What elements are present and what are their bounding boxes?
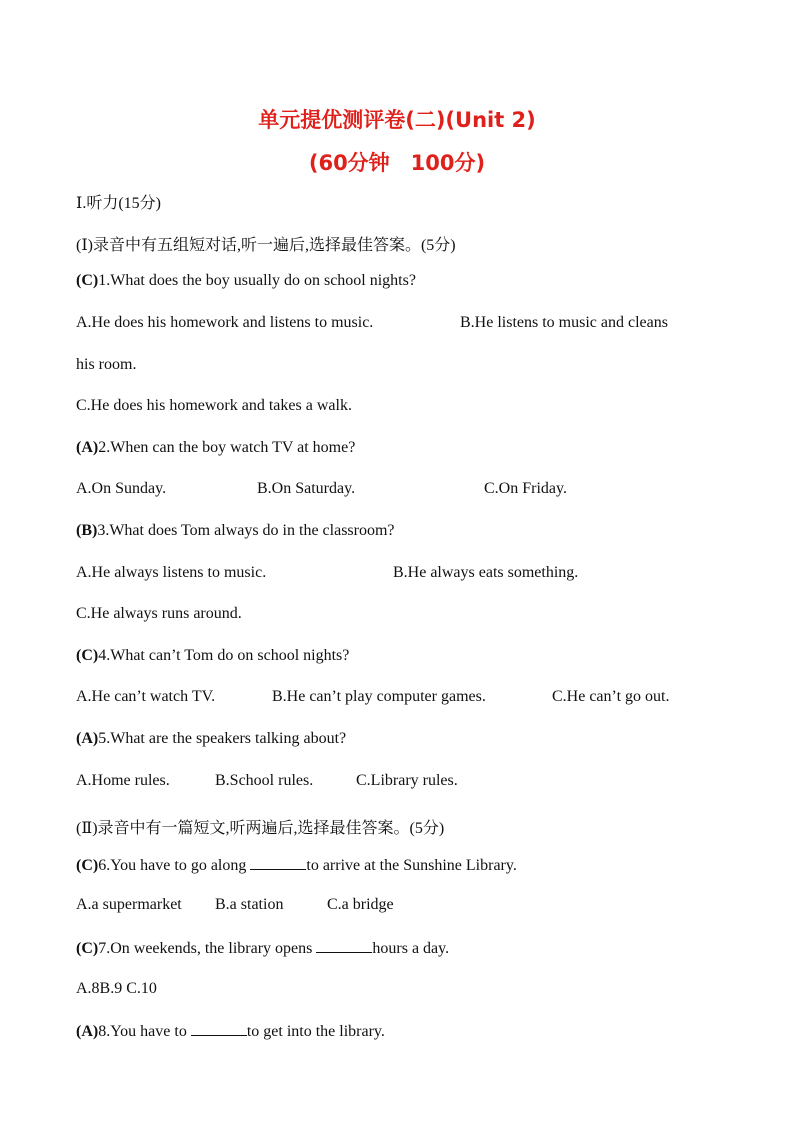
question-6-pre: 6.You have to go along — [98, 857, 251, 874]
option-6c: C.a bridge — [327, 896, 394, 913]
answer-2: (A) — [76, 439, 99, 456]
option-5c: C.Library rules. — [356, 772, 458, 789]
option-5b: B.School rules. — [215, 772, 314, 789]
option-3b: B.He always eats something. — [393, 564, 579, 581]
answer-8: (A) — [76, 1023, 99, 1040]
question-5 — [76, 730, 346, 748]
question-5-text: 5.What are the speakers talking about? — [98, 730, 347, 747]
question-2 — [76, 439, 355, 457]
question-3-text: 3.What does Tom always do in the classroom? — [97, 522, 395, 539]
option-6b: B.a station — [215, 896, 284, 913]
answer-6: (C) — [76, 857, 99, 874]
option-1b-continued: his room. — [76, 356, 137, 373]
question-4-text: 4.What can’t Tom do on school nights? — [98, 647, 350, 664]
part2-instruction: (Ⅱ)录音中有一篇短文,听两遍后,选择最佳答案。(5分) — [76, 820, 445, 837]
question-8-post: to get into the library. — [246, 1023, 385, 1040]
part1-instruction: (Ⅰ)录音中有五组短对话,听一遍后,选择最佳答案。(5分) — [76, 237, 456, 254]
answer-blank — [250, 855, 306, 870]
option-5a: A.Home rules. — [76, 772, 170, 789]
question-1 — [76, 272, 416, 290]
option-4a: A.He can’t watch TV. — [76, 688, 216, 705]
answer-4: (C) — [76, 647, 99, 664]
question-7-post: hours a day. — [372, 940, 450, 957]
option-2b: B.On Saturday. — [257, 480, 356, 497]
option-1b: B.He listens to music and cleans — [460, 314, 668, 331]
option-2c: C.On Friday. — [484, 480, 567, 497]
option-4c: C.He can’t go out. — [552, 688, 670, 705]
question-6-post: to arrive at the Sunshine Library. — [306, 857, 517, 874]
option-2a: A.On Sunday. — [76, 480, 167, 497]
question-7 — [76, 938, 449, 958]
option-3a: A.He always listens to music. — [76, 564, 267, 581]
section-heading: Ⅰ.听力(15分) — [76, 195, 161, 212]
option-3c: C.He always runs around. — [76, 605, 242, 622]
answer-7: (C) — [76, 940, 99, 957]
option-1a: A.He does his homework and listens to music. — [76, 314, 374, 331]
answer-3: (B) — [76, 522, 98, 539]
option-4b: B.He can’t play computer games. — [272, 688, 486, 705]
answer-5: (A) — [76, 730, 99, 747]
answer-blank — [316, 938, 372, 953]
question-8 — [76, 1021, 385, 1041]
exam-subtitle — [0, 147, 794, 177]
question-2-text: 2.When can the boy watch TV at home? — [98, 439, 356, 456]
option-6a: A.a supermarket — [76, 896, 182, 913]
exam-title-text: 单元提优测评卷(二)(Unit 2) — [258, 108, 536, 132]
option-1c: C.He does his homework and takes a walk. — [76, 397, 352, 414]
question-4 — [76, 647, 349, 665]
exam-subtitle-text: (60分钟 100分) — [308, 151, 486, 175]
question-6 — [76, 855, 517, 875]
question-3 — [76, 522, 395, 540]
question-7-pre: 7.On weekends, the library opens — [98, 940, 317, 957]
exam-title — [0, 104, 794, 134]
question-1-text: 1.What does the boy usually do on school nights? — [98, 272, 416, 289]
answer-blank — [191, 1021, 247, 1036]
answer-1: (C) — [76, 272, 99, 289]
question-7-options: A.8B.9 C.10 — [76, 980, 157, 997]
question-8-pre: 8.You have to — [98, 1023, 191, 1040]
